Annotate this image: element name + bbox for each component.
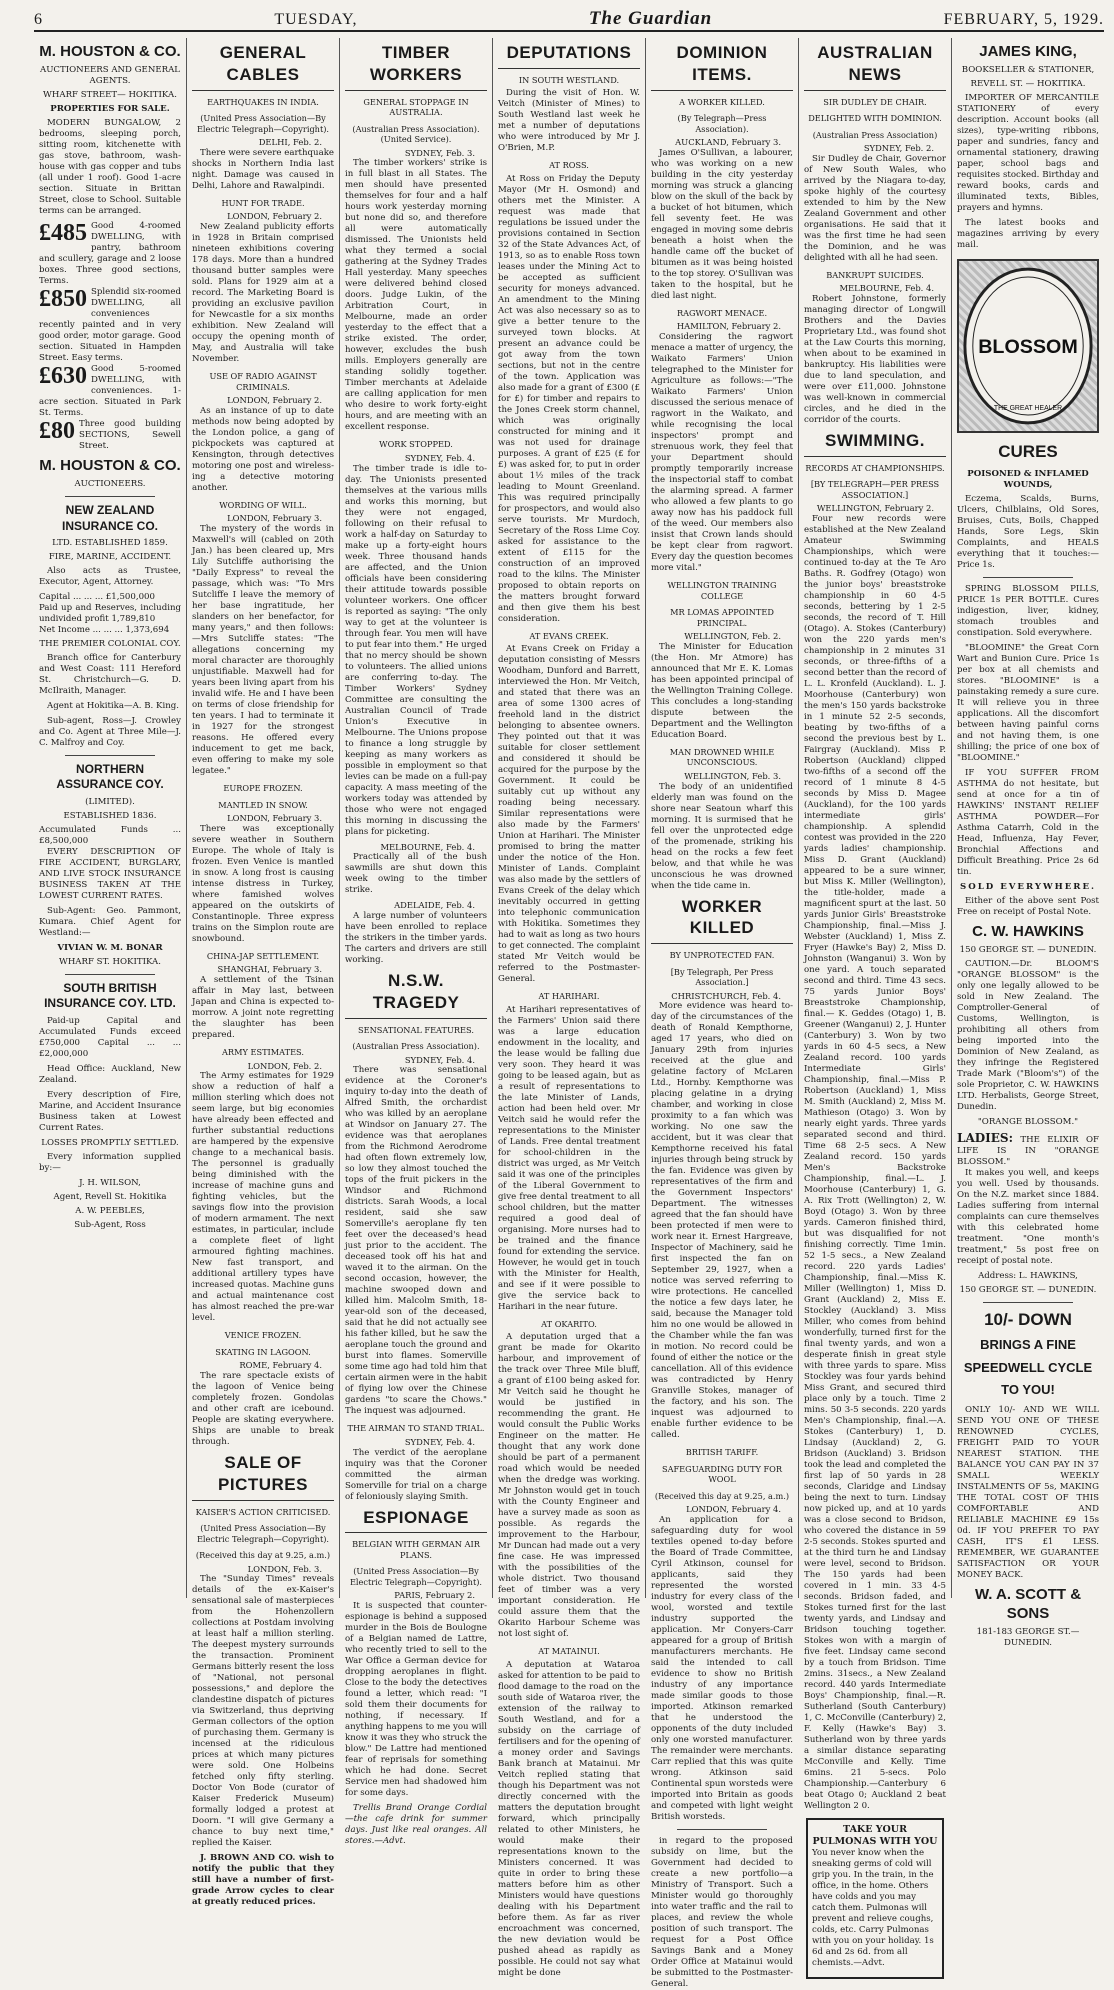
ad-northern-funds: Accumulated Funds ... £8,500,000 xyxy=(39,824,181,846)
article-body: The Minister for Education (the Hon. Mr Atmore) has announced that Mr E. K. Lomas has been appointed principal of the Wellington Training College. This concludes a long-standing dispute between the Department and the Wellington Education Board. xyxy=(651,641,793,740)
article-subhead: AT HARIHARI. xyxy=(538,991,600,1002)
article-subhead: BANKRUPT SUICIDES. xyxy=(826,269,924,280)
article-subhead-2: SAFEGUARDING DUTY FOR WOOL xyxy=(661,1463,783,1485)
section-heading-swimming: SWIMMING. xyxy=(804,430,946,457)
article-body: The Army estimates for 1929 show a reduction of half a million sterling which does not seem large, but big economies have already been effected and further substantial reductions are hampered by the expensive change to a mechanical basis. The personnel is gradually being diminished with the increase of machine guns and fighting vehicles, but the savings flow into the provision of modern armament. The next estimates, in particular, include a complete fleet of light armoured fighting machines. New fast transport, and additional artillery types have increased quotas. Machine guns and actual maintenance cost has almost reached the pre-war level. xyxy=(192,1071,334,1324)
article-subhead: WELLINGTON TRAINING COLLEGE xyxy=(667,580,777,601)
ad-northern-ltd: (LIMITED). xyxy=(85,796,135,807)
article-body: At Harihari representatives of the Farmers' Union said there was a large education endowment in the locality, and the lease would be falling due very soon. They heard it was going to be leased again, but as a result of representations to the late Minister of Lands, action had been held over. Mr Veitch said he would refer the representations to the Minister of Lands. Free dental treatment for school-children in the district was urged, as Mr Veitch said it was one of the principles of the Liberal Government to give free dental treatment to all school children, but the matter required a good deal of organising. More nurses had to be trained and the finance found for extending the service. However, he would get in touch with the Minister for Health, and see if it were possible to give the service back to Harihari in the near future. xyxy=(498,1004,640,1312)
ad-asthma: IF YOU SUFFER FROM ASTHMA do not hesitate, but send at once for a tin of HAWKINS' INSTANT RELIEF ASTHMA POWDER—For Asthma Catarrh, Cold in the Head, Influenza, Hay Fever, Bronchial Affections and Difficult Breathing. Price 2s 6d tin. xyxy=(957,767,1099,877)
article-subhead: EARTHQUAKES IN INDIA. xyxy=(207,96,319,107)
ad-sbi-wilson-agent: Agent, Revell St. Hokitika xyxy=(53,1191,167,1202)
dateline: SYDNEY, Feb. 4. xyxy=(404,1436,475,1447)
article-subhead: AT MATAINUI. xyxy=(538,1646,600,1657)
masthead xyxy=(34,0,1104,32)
ad-price-2: £850 xyxy=(39,286,87,313)
dateline: SYDNEY, Feb. 3. xyxy=(404,147,475,158)
article-body: A deputation at Wataroa asked for attention to be paid to flood damage to the road on the south side of Wataroa river, the extension of the railway to South Westland, and for a subsidy on the carriage of fertilisers and for the opening of a money order and Savings Bank branch at Matainui. Mr Veitch replied stating that though his Department was not directly concerned with the matters the deputation brought forward, which principally related to other Ministers, he would make their representations known to the Ministers concerned. It was quite in order to bring these matters before him as other Ministers would have questions dealing with his Department before them. As far as river encroachment was concerned, the new deviation would be pushed ahead as rapidly as possible. He could not say what might be done xyxy=(498,1659,640,1978)
ad-nz-insurance: NEW ZEALAND INSURANCE CO. xyxy=(61,503,158,533)
article-body: Four new records were established at the New Zealand Amateur Swimming Championships, which were continued to-day at the Te Aro Baths. R. Godfrey (Otago) won the junior boys' breaststroke championship in 60 4-5 seconds, bettering by 1 2-5 seconds, the record of T. Hill (Otago). A. Stokes (Canterbury) won the 220 yards men's championship in 2 minutes 31 seconds, or three-fifths of a second better than the record of L. L. Kronfeld (Auckland). L. J. Moorhouse (Canterbury) won the men's 150 yards backstroke in 1 minute 52 2-5 seconds, beating by two-fifths of a second the previous best by L. Fairgray (Auckland). Miss P. Robertson (Auckland) clipped two-fifths of a second off the record of 1 minute 8 4-5 seconds by Miss D. Magee (Auckland), for the 100 yards intermediate girls' championship. A splendid contest was provided in the 220 yards ladies' championship. Miss D. Grant (Auckland) appeared to be a sure winner, but Miss K. Miller (Wellington), the title-holder, made a magnificent spurt at the last. 50 yards Junior Girls' Breaststroke Championship, final.—Miss J. Webster (Auckland) 1, Miss Z. Fryer (Hawke's Bay) 2, Miss D. Johnston (Wanganui) 3. Won by one yard. A touch separated second and third. Time 43 secs. 75 yards Junior Boys' Breaststroke Championship, final.— K. Geddes (Otago) 1, B. Greener (Wanganui) 2, J. Hunter (Canterbury) 3. Won by two yards in 60 4-5 secs, a New Zealand record. 100 yards Intermediate Girls' Championship, final.—Miss P. Robertson (Auckland) 1, Miss M. Smith (Auckland) 2, Miss M. Mathieson (Otago) 3. Won by nearly eight yards. Three yards separated second and third. Time 68 2-5 secs. A New Zealand record. 150 yards Men's Backstroke Championship, final.—L. J. Moorhouse (Canterbury) 1, G. A. Rix Trott (Wellington) 2, W. Boyd (Otago) 3. Won by three yards. Cameron finished third, but was disqualified for not finishing correctly. Time 1min. 52 1-5 secs., a New Zealand record. 220 yards Ladies' Championship, final.—Miss K. Miller (Wellington) 1, Miss D. Grant (Auckland) 2, Miss E. Stockley (Auckland) 3. Miss Miller, who comes from behind wonderfully, turned first for the final twenty yards, and won a desperate finish in great style with three yards to spare. Miss Stockley was four yards behind Miss Grant, and secured third place only by a touch. Time 2 mins. 50 3-5 seconds. 220 yards Men's Championship, final.—A. Stokes (Canterbury) 1, D. Lindsay (Auckland) 2, G. Bridson (Auckland) 3. Bridson took the lead and completed the first lap of 50 yards in 28 seconds, Claridge and Lindsay being the next to turn. Lindsay now picked up, and at 10 yards was a close second to Bridson, who covered the distance in 59 2-5 seconds. Stokes spurted and at the third turn he and Lindsay were level, second to Bridson. The 150 yards had been covered in 1 min. 33 4-5 seconds. Bridson faded, and Stokes turned first for the last twenty yards, and Lindsay and Bridson touching together. Stokes won with a margin of five feet. Lindsay came second by a touch from Bridson. Time 2mins. 31secs., a New Zealand record. 440 yards Intermediate Boys' Championship, final.—R. Sutherland (South Canterbury) 1, C. McConville (Canterbury) 2, F. Kelly (Hawke's Bay) 3. Sutherland won by three yards a similar distance separating McConville and Kelly. Time 6mins. 21 5-secs. Polo Championship.—Canterbury 6 beat Otago 0; Auckland 2 beat Wellington 2 0. xyxy=(804,514,946,1811)
article-subhead: SENSATIONAL FEATURES. xyxy=(358,1024,474,1035)
ad-bungalow: MODERN BUNGALOW, 2 bedrooms, sleeping porch, sitting room, kitchenette with gas stove, bathroom, wash-house with gas copper and tubs (all under 1 roof). Good 1-acre section. Situate in Brittan Street, close to School. Suitable terms can be arranged. xyxy=(39,118,181,217)
article-source: (Australian Press Association). xyxy=(352,1041,480,1051)
article-subhead: RECORDS AT CHAMPIONSHIPS. xyxy=(805,462,945,473)
dateline: WELLINGTON, Feb. 2. xyxy=(684,631,781,641)
ad-ladies: LADIES: xyxy=(957,1131,1014,1146)
article-source: (Australian Press Association) xyxy=(812,129,938,140)
ad-king-latest: The latest books and magazines arriving by every mail. xyxy=(957,218,1099,251)
article-subhead: AT ROSS. xyxy=(549,160,589,171)
article-body: A deputation urged that a grant be made for Okarito harbour, and improvement of the track over Three Mile bluff, a grant of £100 being asked for. Mr Veitch said he thought he would be justified in recommending the grant. He would consult the Public Works Engineer on the matter. He thought that any work done should be part of a permanent road which would be needed when the dredge was working. Mr Johnston would get in touch with the County Engineer and have a survey made as soon as possible. As regards the improvement to the Harbour, Mr Duncan had made out a very fine case. He was impressed with the possibilities of the whole district. Two thousand feet of timber was a very important consideration. He could assure them that the Okarito Harbour Scheme was not lost sight of. xyxy=(498,1332,640,1640)
dateline: WELLINGTON, Feb. 3. xyxy=(684,770,781,781)
article-body: A large number of volunteers have been enrolled to replace the strikers in the timber yards. The carters and drivers are still working. xyxy=(345,911,487,965)
ad-caution: CAUTION.—Dr. BLOOM'S "ORANGE BLOSSOM" is the only one legally allowed to be sold in New Zealand. The Comptroller-General of Customs, Wellington, is prohibiting all others from being imported into the Dominion of New Zealand, as they infringe the Registered Trade Mark ("Bloom's") of the sole Proprietor, C. W. HAWKINS LTD. Herbalists, George Street, Dunedin. xyxy=(957,959,1099,1113)
ad-hawkins-addr: 150 GEORGE ST. — DUNEDIN. xyxy=(959,945,1097,956)
ad-king-title: JAMES KING, xyxy=(979,43,1077,60)
article-subhead: A WORKER KILLED. xyxy=(679,96,765,107)
ad-scott-addr: 181-183 GEORGE ST.—DUNEDIN. xyxy=(976,1627,1080,1649)
ad-nz-capital: Capital ... ... ... £1,500,000 xyxy=(39,592,155,603)
article-subhead: IN SOUTH WESTLAND. xyxy=(518,74,620,85)
article-subhead: KAISER'S ACTION CRITICISED. xyxy=(195,1506,331,1517)
dateline: WELLINGTON, February 2. xyxy=(816,503,934,514)
dateline: SYDNEY, Feb. 2. xyxy=(863,143,934,153)
ad-price-3: £630 xyxy=(39,363,87,390)
article-source: (Australian Press Association). (United Service). xyxy=(352,123,480,144)
issue-date: FEBRUARY, 5, 1929. xyxy=(943,11,1104,28)
ad-nz-fire: FIRE, MARINE, ACCIDENT. xyxy=(48,552,172,563)
ad-price-4: £80 xyxy=(39,418,75,445)
article-body: At Evans Creek on Friday a deputation consisting of Messrs Woodham, Dunford and Barrett, interviewed the Hon. Mr Veitch, and stated that there was an area of some 1300 acres of freehold land in the district belonging to absentee owners. They pointed out that it was suitable for closer settlement and considered it should be acquired for the purpose by the Government. It could be suitably cut up without any roading being necessary. Similar representations were also made by the Farmers' Union at Harihari. The Minister promised to bring the matter under the notice of the Hon. Minister of Lands. Complaint was also made by the settlers of Evans Creek of the delay which inevitably occurred in getting into telephonic communication with Hokitika. Sometimes they had to wait as long as two hours to get connected. The complaint stated Mr Veitch would be referred to the Postmaster-General. xyxy=(498,644,640,985)
ad-pulmonas-title: TAKE YOUR PULMONAS WITH YOU xyxy=(812,1824,938,1848)
ad-bloomine: "BLOOMINE" the Great Corn Wart and Bunion Cure. Price 1s per box at all chemists and stores. "BLOOMINE" is a painstaking remedy a sure cure. It will relieve you in three applications. All the discomfort between having painful corns and not having them, is one shilling; the price of one box of "BLOOMINE." xyxy=(957,642,1099,763)
ad-houston-addr: WHARF STREET— HOKITIKA. xyxy=(43,90,177,101)
dateline: DELHI, Feb. 2. xyxy=(258,137,322,147)
column-ads-houston xyxy=(34,38,187,1598)
article-subhead: AT EVANS CREEK. xyxy=(529,630,609,641)
ad-sbi-peebles: A. W. PEEBLES, xyxy=(75,1205,145,1216)
ad-orange-blossom: "ORANGE BLOSSOM." xyxy=(977,1117,1079,1128)
ad-bonar-addr: WHARF ST. HOKITIKA. xyxy=(58,956,161,967)
dateline: MELBOURNE, Feb. 4. xyxy=(839,283,934,294)
article-source: (By Telegraph—Press Association). xyxy=(677,113,767,134)
dateline: PARIS, February 2. xyxy=(394,1590,475,1601)
ad-king-sub: BOOKSELLER & STATIONER, xyxy=(961,65,1095,76)
article-body: At Ross on Friday the Deputy Mayor (Mr H. Osmond) and others met the Minister. A request was made that regulations be issued under the provisions contained in Section 32 of the State Advances Act, of 1913, so as to enable Ross town leases under the Mining Act to be accepted as sufficient security for moneys advanced. An amendment to the Mining Act was also necessary so as to give a better tenure to the surveyed town blocks. At present an advance could be got away from the town sections, but not in the centre of the town. Application was also made for a grant of £300 (£ for £) for timber and repairs to the Jones Creek storm channel, which was originally constructed for mining and it was not used for drainage purposes. A grant of £25 (£ for £) was asked for, to put in order about 1½ miles of the track leading to Mount Greenland. This was required principally for prospectors, and would also serve tourists. Mr Murdoch, Secretary of the Ross Lime Coy. asked for assistance to the extent of £115 for the construction of an improved road to the kilns. The Minister proposed to obtain reports on the matters brought forward and then give them his best consideration. xyxy=(498,173,640,624)
ad-nz-branch: Branch office for Canterbury and West Coast: 111 Hereford St. Christchurch—G. D. McIlraith, Manager. xyxy=(39,653,181,697)
dateline: LONDON, February 3. xyxy=(227,813,322,823)
ad-nz-paidup: Paid up and Reserves, including undivided profit 1,789,810 xyxy=(39,603,181,625)
article-subhead: ARMY ESTIMATES. xyxy=(222,1047,304,1057)
ad-houston-sub: AUCTIONEERS AND GENERAL AGENTS. xyxy=(39,65,180,87)
article-body: The timber workers' strike is in full blast in all States. The men should have presented themselves for four and a half hours work yesterday morning but none did so, and therefore all were automatically dismissed. The Unionists held what they termed a social gathering at the Sydney Trades Hall yesterday. Many speeches were delivered behind closed doors. Judge Lukin, of the Arbitration Court, in Melbourne, made an order yesterday to the effect that a strike existed. The order, however, excludes the bush mills. Employers generally are standing solidly together. Timber merchants at Adelaide are calling application for men who desire to work forty-eight hours, and are meeting with an excellent response. xyxy=(345,158,487,433)
article-subhead: AT OKARITO. xyxy=(541,1318,597,1329)
ad-sbi-wilson: J. H. WILSON, xyxy=(79,1177,141,1188)
ad-houston-title-2: M. HOUSTON & CO. xyxy=(39,457,181,475)
article-body: As an instance of up to date methods now being adopted by the London police, a gang of pickpockets was captured at Kensington, through detectives motoring one post and wireless-ing a detective motoring another. xyxy=(192,405,334,493)
article-subhead: BY UNPROTECTED FAN. xyxy=(669,950,775,960)
dateline: LONDON, Feb. 3. xyxy=(247,1563,322,1574)
ad-poisoned: POISONED & INFLAMED WOUNDS, xyxy=(967,468,1089,490)
article-subhead: THE AIRMAN TO STAND TRIAL. xyxy=(347,1423,485,1434)
article-subhead: RAGWORT MENACE. xyxy=(676,307,768,318)
article-body: An application for a safeguarding duty for wool textiles opened to-day before the Board of Trade Committee, Cyril Atkinson, counsel for applicants, said they represented the worsted industry for every class of the wool, worsted and textile industry supported the application. Mr Conyers-Carr appeared for a group of British manufacturers merchants. He said the intended to call evidence to show no British industry of any importance made similar goods to those imported. Atkinson remarked that he understood the opponents of the duty included only one worsted manufacturer. The remainder were merchants. Carr replied that this was quite wrong. Atkinson said Continental spun worsteds were imported into Britain as goods and competed with light weight British worsteds. xyxy=(651,1515,793,1822)
article-source: [BY TELEGRAPH—PER PRESS ASSOCIATION.] xyxy=(810,479,940,500)
ad-nz-netincome: Net Income ... ... ... 1,373,694 xyxy=(39,625,170,636)
dateline: SHANGHAI, February 3. xyxy=(217,964,322,975)
ad-price-1: £485 xyxy=(39,220,87,247)
column-general-cables xyxy=(187,38,340,1908)
ad-cycle-body: ONLY 10/- AND WE WILL SEND YOU ONE OF THESE RENOWNED CYCLES, FREIGHT PAID TO YOUR NEAREST STATION. THE BALANCE YOU CAN PAY IN 37 SMALL WEEKLY INSTALMENTS OF 5s, MAKING THE TOTAL COST OF THIS COMFORTABLE AND RELIABLE MACHINE £9 15s 0d. IF YOU PREFER TO PAY CASH, IT'S £1 LESS. REMEMBER, WE GUARANTEE SATISFACTION OR YOUR MONEY BACK. xyxy=(957,1405,1099,1581)
dateline: LONDON, Feb. 2. xyxy=(247,1060,322,1071)
article-subhead: SIR DUDLEY DE CHAIR. xyxy=(823,96,927,107)
article-body: There were severe earthquake shocks in Northern India last night. Damage was caused in Delhi, Lahore and Rawalpindi. xyxy=(192,147,334,191)
article-subhead: MAN DROWNED WHILE UNCONSCIOUS. xyxy=(669,746,775,768)
ad-pills: SPRING BLOSSOM PILLS, PRICE 1s PER BOTTLE. Cures indigestion, liver, kidney, stomach troubles and constipation. Sold everywhere. xyxy=(957,583,1099,638)
section-heading-nsw: N.S.W. TRAGEDY xyxy=(345,970,487,1019)
dateline: LONDON, February 3. xyxy=(227,513,322,524)
article-body: It is suspected that counter-espionage is behind a supposed murder in the Bois de Boulogne of a Belgian named de Lattre, who recently tried to sell to the War Office a German device for dropping aeroplanes in flight. Close to the body the detectives found a letter, which read: "I sold them their documents for nothing, if necessary. If anything happens to me you will know it was they who struck the blow." De Lattre had mentioned fear of reprisals for something which he had done. Secret Service men had shadowed him for some days. xyxy=(345,1601,487,1798)
article-body: Practically all of the bush sawmills are shut down this week owing to the timber strike. xyxy=(345,852,487,896)
ad-bonar-name: VIVIAN W. M. BONAR xyxy=(57,942,163,953)
ad-houston-title: M. HOUSTON & CO. xyxy=(39,43,181,60)
article-body: Robert Johnstone, formerly managing director of Longwill Brothers and the Davies Proprietary Ltd., was found shot at the Law Courts this morning, when about to be examined in bankruptcy. His liabilities were due to land speculation, and were over £11,000. Johnstone was well-known in commercial circles, and he died in the corridor of the courts. xyxy=(804,294,946,425)
ad-address-2: 150 GEORGE ST. — DUNEDIN. xyxy=(959,1285,1097,1296)
ad-nz-subagent: Sub-agent, Ross—J. Crowley and Co. Agent at Three Mile—J. C. Malfroy and Coy. xyxy=(39,716,181,749)
paper-title: The Guardian xyxy=(588,8,713,29)
article-body: Sir Dudley de Chair, Governor of New South Wales, who arrived by the Niagara to-day, spoke highly of the courtesy extended to him by the New Zealand Government and other organisations. He said that it was the first time he had seen the Dominion, and he was delighted with all he had seen. xyxy=(804,153,946,263)
dateline: SYDNEY, Feb. 4. xyxy=(404,452,475,463)
ad-scott-name: W. A. SCOTT & SONS xyxy=(974,1586,1082,1623)
ad-sold: SOLD EVERYWHERE. xyxy=(960,881,1096,892)
ad-pulmonas-body: You never know when the sneaking germs of cold will grip you. In the train, in the office, in the home. Others have colds and you may catch them. Pulmonas will prevent and relieve coughs, colds, etc. Carry Pulmonas with you on your holiday. 1s 6d and 2s 6d. from all chemists.—Advt. xyxy=(812,1848,934,1969)
ad-northern-est: ESTABLISHED 1836. xyxy=(63,810,157,821)
dateline: AUCKLAND, February 3. xyxy=(675,137,781,147)
ad-text-1: Good 4-roomed DWELLING, with pantry, bathroom and scullery, garage and 2 loose boxes. Three good sections, Terms. xyxy=(39,221,181,287)
ad-sbi-peebles-agent: Sub-Agent, Ross xyxy=(74,1219,146,1230)
ad-sbi-capital: Paid-up Capital and Accumulated Funds exceed £750,000 Capital ... ... £2,000,000 xyxy=(39,1015,181,1059)
ad-cycle-toyou: TO YOU! xyxy=(1001,1382,1055,1398)
section-heading: TIMBER WORKERS xyxy=(345,42,487,91)
article-subhead-2: MANTLED IN SNOW. xyxy=(218,799,308,810)
article-source: (United Press Association—By Electric Telegraph—Copyright). xyxy=(196,1523,330,1544)
spring-blossom-logo xyxy=(957,259,1099,433)
section-heading-espionage: ESPIONAGE xyxy=(345,1507,487,1534)
blossom-logo-subtext: THE GREAT HEALER xyxy=(993,405,1063,413)
column-ads-king xyxy=(952,38,1104,1649)
ad-nz-agent: Agent at Hokitika—A. B. King. xyxy=(47,701,179,712)
ad-sbi-head: Head Office: Auckland, New Zealand. xyxy=(39,1063,181,1085)
page-number: 6 xyxy=(34,11,43,28)
ad-northern-subagent: Sub-Agent: Geo. Pammont, Kumara. Chief Agent for Westland:— xyxy=(39,905,181,938)
article-body: James O'Sullivan, a labourer, who was working on a new building in the city yesterday morning was struck a glancing blow on the skull of the back by a bucket of hot bitumen, which fell seventy feet. He was engaged in moving some debris beneath a hoist when the handle came off the bucket of bitumen as it was being hoisted to the top storey. O'Sullivan was taken to the hospital, but he died last night. xyxy=(651,147,793,301)
article-source: (United Press Association—By Electric Telegraph—Copyright). xyxy=(196,113,330,134)
article-subhead: GENERAL STOPPAGE IN AUSTRALIA. xyxy=(363,96,469,117)
ad-address: Address: L. HAWKINS, xyxy=(978,1271,1078,1282)
article-body: The timber trade is idle to-day. The Unionists presented themselves at the various mills and works this morning, but they were not engaged, following on their refusal to work a half-day on Saturday to make up a forty-eight hours week. Three thousand hands are affected, and the Union officials have been considering their attitude towards possible volunteer workers. One officer is reported as saying: "The only way to get at the volunteer is through fear. You men will have to put fear into them." He urged that no mercy should be shown to volunteers. The allied unions are conferring to-day. The Timber Workers' Sydney Committee are consulting the Australian Council of Trade Union's Executive in Melbourne. The Unions propose to finance a long struggle by keeping as many workers as possible in employment so that levies can be made on a full-pay capacity. A mass meeting of the workers today was attended by those who were not engaged this morning in discussing the plans for picketing. xyxy=(345,463,487,837)
ad-nz-trustee: Also acts as Trustee, Executor, Agent, Attorney. xyxy=(39,566,181,588)
dateline: MELBOURNE, Feb. 4. xyxy=(380,841,475,852)
article-subhead: WORK STOPPED. xyxy=(379,439,453,450)
column-australian-news xyxy=(799,38,952,1969)
ad-cycle-down: 10/- DOWN xyxy=(984,1310,1072,1330)
ad-brown: J. BROWN AND CO. wish to notify the public that they still have a number of first-grade Arrow cycles to clear at greatly reduced prices. xyxy=(192,1853,334,1908)
article-source: (United Press Association—By Electric Telegraph—Copyright). xyxy=(349,1566,483,1587)
section-heading-worker-killed: WORKER KILLED xyxy=(651,896,793,945)
ad-ladies-body: It makes you well, and keeps you well. Used by thousands. On the N.Z. market since 1884. Ladies suffering from internal complaints can cure themselves with this celebrated home treatment. "One month's treatment," 5s post free on receipt of postal note. xyxy=(957,1168,1099,1267)
article-subhead-2: SKATING IN LAGOON. xyxy=(215,1346,311,1357)
article-body: The verdict of the aeroplane inquiry was that the Coroner committed the airman Somerville for trial on a charge of feloniously slaying Smith. xyxy=(345,1447,487,1502)
section-heading: AUSTRALIAN NEWS xyxy=(804,42,946,91)
ad-nz-est: LTD. ESTABLISHED 1859. xyxy=(52,538,168,549)
article-subhead-2: MR LOMAS APPOINTED PRINCIPAL. xyxy=(670,607,774,628)
ad-cycle-speedwell: SPEEDWELL CYCLE xyxy=(963,1359,1093,1375)
article-body: Considering the ragwort menace a matter of urgency, the Waikato Farmers' Union telegraphed to the Minister for Agriculture as follows:—"The Waikato Farmers' Union discussed the serious menace of ragwort in the Waikato, and while recognising the local inspectors' prompt and strenuous work, they feel that your Department should promptly temporarily increase the inspectorial staff to combat the alarming spread. A farmer who allowed a few plants to go away now has his paddock full of the weed. Our members also insist that Crown lands should be kept clear from ragwort. Every day the question becomes more vital." xyxy=(651,332,793,573)
article-body: During the visit of Hon. W. Veitch (Minister of Mines) to South Westland last week he met a number of deputations who were introduced by Mr J. O'Brien, M.P. xyxy=(498,88,640,154)
ad-either: Either of the above sent Post Free on receipt of Postal Note. xyxy=(957,895,1099,917)
column-timber-workers xyxy=(340,38,493,1846)
article-body: More evidence was heard to-day of the circumstances of the death of Ronald Kempthorne, aged 17 years, who died on January 29th from injuries received at the glue and gelatine factory of McLaren Ltd., Hornby. Kempthorne was placing gelatine in a drying chamber, and working in close proximity to a fan which was working. No one saw the accident, but it was clear that Kempthorne received his fatal injuries through being struck by the fan. Evidence was given by representatives of the firm and the Government Inspectors' Department. The witnesses agreed that the fan should have been protected if men were to work near it. Ernest Hargreave, Inspector of Machinery, said he first inspected the fan on September 29, 1927, when a notice was served referring to wire protections. He cancelled the notice a few days later, he said, because the Manager told him no one would be allowed in the Chamber while the fan was in motion. No record could be found of either the notice or the cancellation. All of this evidence was contradicted by Henry Granville Stokes, manager of the factory, and his son. The inquest was adjourned to enable further evidence to be called. xyxy=(651,1001,793,1441)
ad-cycle-brings: BRINGS A FINE xyxy=(980,1337,1076,1353)
article-body: The body of an unidentified elderly man was found on the shore near Seatoun wharf this morning. It is surmised that he fell over the unprotected edge of the promenade, striking his head on the rocks a few feet below, and that while he was unconscious he was drowned when the tide came in. xyxy=(651,781,793,891)
column-dominion-items xyxy=(646,38,799,1989)
article-received: (Received this day at 9.25, a.m.) xyxy=(654,1490,790,1501)
dateline: LONDON, February 2. xyxy=(227,395,322,405)
article-subhead: VENICE FROZEN. xyxy=(224,1330,302,1341)
dateline: HAMILTON, February 2. xyxy=(676,321,781,332)
article-subhead-2: DELIGHTED WITH DOMINION. xyxy=(808,113,942,123)
ad-properties-heading: PROPERTIES FOR SALE. xyxy=(50,104,170,115)
ad-king-addr: REVELL ST. — HOKITIKA. xyxy=(970,79,1086,90)
ad-text-3: Good 5-roomed DWELLING, with conveniences. 1-acre section. Situated in Park St. Terms. xyxy=(39,364,181,419)
article-body-continued: in regard to the proposed subsidy on lime, but the Government had decided to create a new portfolio—a Ministry of Transport. Such a Minister would go thoroughly into water traffic and the rail to places, and review the whole position of such transport. The request for a Post Office Savings Bank and a Money Order Office at Matainui would be submitted to the Postmaster-General. xyxy=(651,1836,793,1989)
section-heading: DEPUTATIONS xyxy=(498,42,640,69)
article-body: The "Sunday Times" reveals details of the ex-Kaiser's sensational sale of masterpieces from the Hohenzollern collections at Postdam involving at least half a million sterling. The deepest mystery surrounds the transaction. Prominent Germans bitterly resent the loss of "National, not personal possessions," and deplore the clandestine dispatch of pictures via Switzerland, thus depriving German collectors of the option of purchasing them. Germany is incensed at the ridiculous prices at which many pictures were sold. One Holbeins fetched only fifty sterling. Doctor Von Bode (curator of Kaiser Frederick Museum) formally lodged a protest at Doorn. "I will give Germany a chance to buy next time," replied the Kaiser. xyxy=(192,1574,334,1849)
article-received: (Received this day at 9.25, a.m.) xyxy=(195,1550,331,1560)
article-subhead: BELGIAN WITH GERMAN AIR PLANS. xyxy=(352,1539,480,1560)
article-body: New Zealand publicity efforts in 1928 in Britain comprised nineteen exhibitions covering 178 days. More than a hundred thousand butter samples were sold. Plans for 1929 aim at a record. The Marketing Board is providing an exclusive pavilion for Newcastle for a six months exhibition. New Zealand will occupy the opening month of May, and Australia will take November. xyxy=(192,222,334,364)
article-source: [By Telegraph, Per Press Association.] xyxy=(670,966,774,987)
article-body: The mystery of the words in Maxwell's will (cabled on 20th Jan.) has been cleared up, Mrs Lily Sutcliffe authorising the "Daily Express" to reveal the passage, which was: "To Mrs Sutcliffe I leave the memory of her base ingratitude, her slanders on her benefactor, for many years," and then follows:—Mrs Sutcliffe states: "The allegations concerning my moral character are thoroughly unjustifiable. Maxwell had for years been living apart from his invalid wife. He and I have been on terms of close friendship for ten years. I had to terminate it in 1927 for the strongest reasons. He offered every inducement to get me back, even offering to make my sole legatee." xyxy=(192,524,334,776)
ad-sbi-losses: LOSSES PROMPTLY SETTLED. xyxy=(41,1137,179,1148)
article-body: The rare spectacle exists of the lagoon of Venice being completely frozen. Gondolas and other craft are icebound. People are skating everywhere. Ships are unable to break through. xyxy=(192,1371,334,1447)
blossom-logo-text: BLOSSOM xyxy=(978,336,1078,359)
ad-houston-auct-2: AUCTIONEERS. xyxy=(74,479,146,490)
article-subhead: CHINA-JAP SETTLEMENT. xyxy=(206,950,320,961)
article-subhead: HUNT FOR TRADE. xyxy=(221,197,305,208)
ad-ladies-sub: THE ELIXIR OF LIFE IS IN "ORANGE BLOSSOM." xyxy=(957,1135,1099,1168)
ad-cures-heading: CURES xyxy=(998,442,1058,462)
ad-hawkins-name: C. W. HAWKINS xyxy=(972,922,1084,940)
column-deputations xyxy=(493,38,646,1978)
dateline: LONDON, February 4. xyxy=(686,1504,781,1515)
ad-nz-colonial: THE PREMIER COLONIAL COY. xyxy=(39,639,181,650)
dateline: CHRISTCHURCH, Feb. 4. xyxy=(671,990,781,1001)
ad-sbi-every: Every description of Fire, Marine, and Accident Insurance Business taken at Lowest Current Rates. xyxy=(39,1089,181,1133)
section-heading: GENERAL CABLES xyxy=(192,42,334,91)
ad-northern-title: NORTHERN ASSURANCE COY. xyxy=(56,762,164,792)
section-heading: DOMINION ITEMS. xyxy=(651,42,793,91)
dateline: SYDNEY, Feb. 4. xyxy=(404,1054,475,1065)
ad-text-2: Splendid six-roomed DWELLING, all conveniences recently painted and in very good order, motor garage. Good section. Situated in Hampden Street. Easy terms. xyxy=(39,287,181,364)
blossom-logo-icon xyxy=(959,261,1097,431)
dateline: ROME, February 4. xyxy=(239,1360,322,1371)
ad-king-importer: IMPORTER OF MERCANTILE STATIONERY of every description. Account books (all sizes), type-writing ribbons, paper and sundries, fancy and ornamental stationery, drawing paper, school bags and requisites stocked. Birthday and reward books, cards and illuminated texts, Bibles, prayers and hymns. xyxy=(957,93,1099,214)
article-subhead: BRITISH TARIFF. xyxy=(685,1447,759,1458)
ad-sbi-title: SOUTH BRITISH INSURANCE COY. LTD. xyxy=(44,980,176,1011)
issue-day: TUESDAY, xyxy=(274,11,358,28)
article-body: There was sensational evidence at the Coroner's inquiry to-day into the death of Alfred Smith, the orchardist who was killed by an aeroplane at Windsor on January 27. The evidence was that aeroplanes from the Richmond Aerodrome had often flown extremely low, so low they almost touched the tops of the fruit pickers in the Windsor and Richmond districts. Sarah Woods, a local resident, said she saw Somerville's aeroplane fly ten feet over the deceased's head just prior to the accident. The deceased took off his hat and waved it to the airman. On the second occasion, however, the machine swooped down and killed him. Malcolm Smith, 18-year-old son of the deceased, said that he did not actually see his father killed, but he saw the aeroplane touch the ground and burst into flames. Somerville some time ago had told him that certain airmen were in the habit of flying low over the Chinese gardens "to scare the Chows." The inquest was adjourned. xyxy=(345,1065,487,1417)
ad-sbi-info: Every information supplied by:— xyxy=(39,1151,181,1173)
article-subhead: USE OF RADIO AGAINST CRIMINALS. xyxy=(209,371,317,392)
article-body: A settlement of the Tsinan affair in May last, between Japan and China is expected to-morrow. A joint note regretting the slaughter has been prepared. xyxy=(192,975,334,1040)
dateline: ADELAIDE, Feb. 4. xyxy=(394,900,475,911)
ad-trellis: Trellis Brand Orange Cordial—the cafe drink for summer days. Just like real oranges. All stores.—Advt. xyxy=(345,1803,487,1846)
article-subhead: WORDING OF WILL. xyxy=(219,499,307,510)
section-heading-sale: SALE OF PICTURES xyxy=(192,1452,334,1501)
article-body: There was exceptionally severe weather in Southern Europe. The whole of Italy is frozen. Even Venice is mantled in snow. A long frost is causing intense distress in Turkey, where famished wolves appeared on the outskirts of Constantinople. Three express trains on the Simplon route are snowbound. xyxy=(192,823,334,944)
article-subhead: EUROPE FROZEN. xyxy=(223,783,303,793)
ad-northern-every: EVERY DESCRIPTION OF FIRE ACCIDENT, BURGLARY, AND LIVE STOCK INSURANCE BUSINESS TAKEN AT THE LOWEST CURRENT RATES. xyxy=(39,846,181,901)
ad-cures-body: Eczema, Scalds, Burns, Ulcers, Chilblains, Old Sores, Bruises, Cuts, Boils, Chapped Hands, Sore Legs, Skin Complaints, and HEALS everything that it touches:—Price 1s. xyxy=(957,493,1099,570)
ad-text-4: Three good building SECTIONS, Sewell Street. xyxy=(79,419,181,452)
dateline: LONDON, February 2. xyxy=(227,211,322,222)
